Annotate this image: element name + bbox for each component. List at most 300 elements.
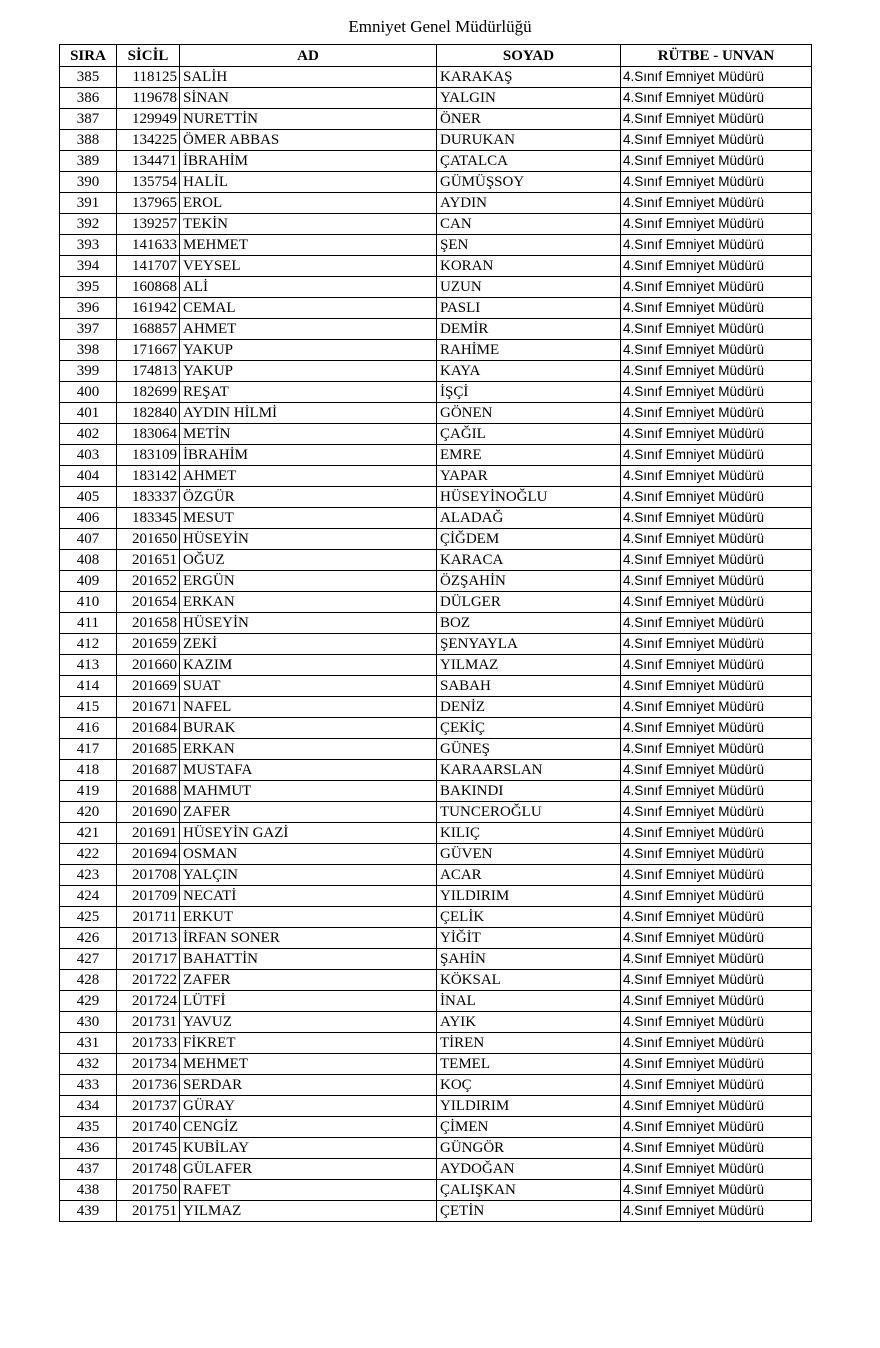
sicil-cell: 201694: [117, 844, 180, 865]
sira-cell: 417: [60, 739, 117, 760]
sira-cell: 398: [60, 340, 117, 361]
ad-cell: OSMAN: [180, 844, 437, 865]
sicil-cell: 168857: [117, 319, 180, 340]
soyad-cell: AYIK: [437, 1012, 621, 1033]
table-row: [60, 949, 812, 970]
sicil-cell: 201711: [117, 907, 180, 928]
ad-cell: AYDIN HİLMİ: [180, 403, 437, 424]
soyad-cell: KARAARSLAN: [437, 760, 621, 781]
sicil-cell: 201750: [117, 1180, 180, 1201]
sicil-cell: 201659: [117, 634, 180, 655]
header-soyad: SOYAD: [437, 45, 621, 67]
sicil-cell: 161942: [117, 298, 180, 319]
ad-cell: SİNAN: [180, 88, 437, 109]
sira-cell: 430: [60, 1012, 117, 1033]
table-row: [60, 277, 812, 298]
rutbe-unvan-cell: 4.Sınıf Emniyet Müdürü: [621, 256, 812, 277]
rutbe-unvan-cell: 4.Sınıf Emniyet Müdürü: [621, 109, 812, 130]
table-row: [60, 1201, 812, 1222]
table-row: [60, 865, 812, 886]
soyad-cell: KÖKSAL: [437, 970, 621, 991]
sira-cell: 396: [60, 298, 117, 319]
ad-cell: HÜSEYİN: [180, 613, 437, 634]
table-row: [60, 235, 812, 256]
soyad-cell: ŞAHİN: [437, 949, 621, 970]
ad-cell: GÜRAY: [180, 1096, 437, 1117]
soyad-cell: İŞÇİ: [437, 382, 621, 403]
sira-cell: 388: [60, 130, 117, 151]
ad-cell: İBRAHİM: [180, 151, 437, 172]
soyad-cell: DEMİR: [437, 319, 621, 340]
ad-cell: SUAT: [180, 676, 437, 697]
rutbe-unvan-cell: 4.Sınıf Emniyet Müdürü: [621, 1033, 812, 1054]
table-row: [60, 256, 812, 277]
rutbe-unvan-cell: 4.Sınıf Emniyet Müdürü: [621, 655, 812, 676]
table-row: [60, 739, 812, 760]
ad-cell: YAKUP: [180, 361, 437, 382]
personnel-table: [59, 44, 812, 1222]
sicil-cell: 201713: [117, 928, 180, 949]
table-row: [60, 508, 812, 529]
soyad-cell: DÜLGER: [437, 592, 621, 613]
soyad-cell: ÖZŞAHİN: [437, 571, 621, 592]
soyad-cell: DENİZ: [437, 697, 621, 718]
rutbe-unvan-cell: 4.Sınıf Emniyet Müdürü: [621, 508, 812, 529]
rutbe-unvan-cell: 4.Sınıf Emniyet Müdürü: [621, 424, 812, 445]
soyad-cell: BOZ: [437, 613, 621, 634]
ad-cell: KUBİLAY: [180, 1138, 437, 1159]
rutbe-unvan-cell: 4.Sınıf Emniyet Müdürü: [621, 193, 812, 214]
rutbe-unvan-cell: 4.Sınıf Emniyet Müdürü: [621, 319, 812, 340]
soyad-cell: KAYA: [437, 361, 621, 382]
table-row: [60, 550, 812, 571]
rutbe-unvan-cell: 4.Sınıf Emniyet Müdürü: [621, 823, 812, 844]
rutbe-unvan-cell: 4.Sınıf Emniyet Müdürü: [621, 970, 812, 991]
ad-cell: ZEKİ: [180, 634, 437, 655]
table-row: [60, 214, 812, 235]
sicil-cell: 201709: [117, 886, 180, 907]
sicil-cell: 201745: [117, 1138, 180, 1159]
sira-cell: 432: [60, 1054, 117, 1075]
ad-cell: CENGİZ: [180, 1117, 437, 1138]
sicil-cell: 201731: [117, 1012, 180, 1033]
ad-cell: VEYSEL: [180, 256, 437, 277]
ad-cell: MUSTAFA: [180, 760, 437, 781]
sicil-cell: 201654: [117, 592, 180, 613]
sira-cell: 437: [60, 1159, 117, 1180]
soyad-cell: ÇALIŞKAN: [437, 1180, 621, 1201]
rutbe-unvan-cell: 4.Sınıf Emniyet Müdürü: [621, 445, 812, 466]
sira-cell: 413: [60, 655, 117, 676]
sicil-cell: 182840: [117, 403, 180, 424]
ad-cell: AHMET: [180, 319, 437, 340]
ad-cell: NAFEL: [180, 697, 437, 718]
table-row: [60, 466, 812, 487]
soyad-cell: ALADAĞ: [437, 508, 621, 529]
rutbe-unvan-cell: 4.Sınıf Emniyet Müdürü: [621, 571, 812, 592]
rutbe-unvan-cell: 4.Sınıf Emniyet Müdürü: [621, 739, 812, 760]
table-row: [60, 88, 812, 109]
sicil-cell: 135754: [117, 172, 180, 193]
soyad-cell: ÇEKİÇ: [437, 718, 621, 739]
rutbe-unvan-cell: 4.Sınıf Emniyet Müdürü: [621, 235, 812, 256]
soyad-cell: RAHİME: [437, 340, 621, 361]
table-row: [60, 487, 812, 508]
ad-cell: YILMAZ: [180, 1201, 437, 1222]
soyad-cell: EMRE: [437, 445, 621, 466]
soyad-cell: ÇAĞIL: [437, 424, 621, 445]
sira-cell: 426: [60, 928, 117, 949]
ad-cell: MAHMUT: [180, 781, 437, 802]
sicil-cell: 201687: [117, 760, 180, 781]
ad-cell: SALİH: [180, 67, 437, 88]
soyad-cell: TUNCEROĞLU: [437, 802, 621, 823]
rutbe-unvan-cell: 4.Sınıf Emniyet Müdürü: [621, 592, 812, 613]
sicil-cell: 139257: [117, 214, 180, 235]
sicil-cell: 201650: [117, 529, 180, 550]
sicil-cell: 201685: [117, 739, 180, 760]
soyad-cell: CAN: [437, 214, 621, 235]
sicil-cell: 182699: [117, 382, 180, 403]
rutbe-unvan-cell: 4.Sınıf Emniyet Müdürü: [621, 781, 812, 802]
sira-cell: 419: [60, 781, 117, 802]
table-row: [60, 1117, 812, 1138]
soyad-cell: SABAH: [437, 676, 621, 697]
sira-cell: 385: [60, 67, 117, 88]
table-row: [60, 403, 812, 424]
sicil-cell: 201690: [117, 802, 180, 823]
sicil-cell: 201737: [117, 1096, 180, 1117]
soyad-cell: GÜMÜŞSOY: [437, 172, 621, 193]
table-row: [60, 361, 812, 382]
soyad-cell: İNAL: [437, 991, 621, 1012]
ad-cell: ERKAN: [180, 592, 437, 613]
header-ad: AD: [180, 45, 437, 67]
table-row: [60, 613, 812, 634]
soyad-cell: ÇİĞDEM: [437, 529, 621, 550]
rutbe-unvan-cell: 4.Sınıf Emniyet Müdürü: [621, 214, 812, 235]
sicil-cell: 183345: [117, 508, 180, 529]
sira-cell: 402: [60, 424, 117, 445]
rutbe-unvan-cell: 4.Sınıf Emniyet Müdürü: [621, 634, 812, 655]
ad-cell: MEHMET: [180, 235, 437, 256]
rutbe-unvan-cell: 4.Sınıf Emniyet Müdürü: [621, 676, 812, 697]
header-rutbe-unvan: RÜTBE - UNVAN: [621, 45, 812, 67]
soyad-cell: ŞEN: [437, 235, 621, 256]
sicil-cell: 174813: [117, 361, 180, 382]
table-row: [60, 592, 812, 613]
rutbe-unvan-cell: 4.Sınıf Emniyet Müdürü: [621, 361, 812, 382]
sira-cell: 434: [60, 1096, 117, 1117]
rutbe-unvan-cell: 4.Sınıf Emniyet Müdürü: [621, 1075, 812, 1096]
rutbe-unvan-cell: 4.Sınıf Emniyet Müdürü: [621, 88, 812, 109]
ad-cell: RAFET: [180, 1180, 437, 1201]
rutbe-unvan-cell: 4.Sınıf Emniyet Müdürü: [621, 1159, 812, 1180]
ad-cell: ÖMER ABBAS: [180, 130, 437, 151]
sicil-cell: 201684: [117, 718, 180, 739]
soyad-cell: ŞENYAYLA: [437, 634, 621, 655]
sira-cell: 418: [60, 760, 117, 781]
soyad-cell: YILDIRIM: [437, 886, 621, 907]
soyad-cell: GÜNEŞ: [437, 739, 621, 760]
ad-cell: HALİL: [180, 172, 437, 193]
sira-cell: 395: [60, 277, 117, 298]
sira-cell: 406: [60, 508, 117, 529]
sicil-cell: 201724: [117, 991, 180, 1012]
table-row: [60, 1054, 812, 1075]
rutbe-unvan-cell: 4.Sınıf Emniyet Müdürü: [621, 550, 812, 571]
rutbe-unvan-cell: 4.Sınıf Emniyet Müdürü: [621, 130, 812, 151]
table-row: [60, 1075, 812, 1096]
ad-cell: AHMET: [180, 466, 437, 487]
table-row: [60, 907, 812, 928]
sicil-cell: 201652: [117, 571, 180, 592]
ad-cell: TEKİN: [180, 214, 437, 235]
table-row: [60, 340, 812, 361]
rutbe-unvan-cell: 4.Sınıf Emniyet Müdürü: [621, 697, 812, 718]
sicil-cell: 201717: [117, 949, 180, 970]
header-sira: SIRA: [60, 45, 117, 67]
soyad-cell: ÇETİN: [437, 1201, 621, 1222]
sicil-cell: 201740: [117, 1117, 180, 1138]
soyad-cell: ÇELİK: [437, 907, 621, 928]
rutbe-unvan-cell: 4.Sınıf Emniyet Müdürü: [621, 1138, 812, 1159]
soyad-cell: YILDIRIM: [437, 1096, 621, 1117]
sicil-cell: 137965: [117, 193, 180, 214]
ad-cell: FİKRET: [180, 1033, 437, 1054]
sira-cell: 411: [60, 613, 117, 634]
rutbe-unvan-cell: 4.Sınıf Emniyet Müdürü: [621, 1180, 812, 1201]
soyad-cell: PASLI: [437, 298, 621, 319]
rutbe-unvan-cell: 4.Sınıf Emniyet Müdürü: [621, 340, 812, 361]
sicil-cell: 201660: [117, 655, 180, 676]
table-row: [60, 298, 812, 319]
sira-cell: 421: [60, 823, 117, 844]
sicil-cell: 183337: [117, 487, 180, 508]
ad-cell: OĞUZ: [180, 550, 437, 571]
soyad-cell: ACAR: [437, 865, 621, 886]
sira-cell: 420: [60, 802, 117, 823]
ad-cell: YAKUP: [180, 340, 437, 361]
sira-cell: 397: [60, 319, 117, 340]
sira-cell: 425: [60, 907, 117, 928]
soyad-cell: YALGIN: [437, 88, 621, 109]
rutbe-unvan-cell: 4.Sınıf Emniyet Müdürü: [621, 1096, 812, 1117]
sicil-cell: 129949: [117, 109, 180, 130]
table-row: [60, 1096, 812, 1117]
sira-cell: 427: [60, 949, 117, 970]
table-row: [60, 886, 812, 907]
soyad-cell: AYDIN: [437, 193, 621, 214]
table-row: [60, 802, 812, 823]
sira-cell: 394: [60, 256, 117, 277]
soyad-cell: DURUKAN: [437, 130, 621, 151]
sira-cell: 414: [60, 676, 117, 697]
soyad-cell: TİREN: [437, 1033, 621, 1054]
sicil-cell: 201751: [117, 1201, 180, 1222]
ad-cell: YALÇIN: [180, 865, 437, 886]
rutbe-unvan-cell: 4.Sınıf Emniyet Müdürü: [621, 613, 812, 634]
sira-cell: 409: [60, 571, 117, 592]
sira-cell: 433: [60, 1075, 117, 1096]
ad-cell: ÖZGÜR: [180, 487, 437, 508]
table-row: [60, 697, 812, 718]
rutbe-unvan-cell: 4.Sınıf Emniyet Müdürü: [621, 718, 812, 739]
sicil-cell: 201671: [117, 697, 180, 718]
ad-cell: YAVUZ: [180, 1012, 437, 1033]
sira-cell: 428: [60, 970, 117, 991]
table-row: [60, 928, 812, 949]
sira-cell: 405: [60, 487, 117, 508]
sicil-cell: 160868: [117, 277, 180, 298]
sicil-cell: 201669: [117, 676, 180, 697]
table-row: [60, 1138, 812, 1159]
sicil-cell: 119678: [117, 88, 180, 109]
ad-cell: LÜTFİ: [180, 991, 437, 1012]
table-row: [60, 634, 812, 655]
table-row: [60, 676, 812, 697]
page-title: Emniyet Genel Müdürlüğü: [348, 17, 532, 36]
rutbe-unvan-cell: 4.Sınıf Emniyet Müdürü: [621, 844, 812, 865]
soyad-cell: KORAN: [437, 256, 621, 277]
sira-cell: 392: [60, 214, 117, 235]
table-row: [60, 67, 812, 88]
sicil-cell: 183064: [117, 424, 180, 445]
table-row: [60, 823, 812, 844]
ad-cell: SERDAR: [180, 1075, 437, 1096]
sira-cell: 403: [60, 445, 117, 466]
sicil-cell: 201736: [117, 1075, 180, 1096]
sicil-cell: 201708: [117, 865, 180, 886]
ad-cell: İBRAHİM: [180, 445, 437, 466]
table-row: [60, 655, 812, 676]
table-header-row: [60, 45, 812, 67]
sicil-cell: 141707: [117, 256, 180, 277]
sira-cell: 438: [60, 1180, 117, 1201]
soyad-cell: KARACA: [437, 550, 621, 571]
sicil-cell: 134471: [117, 151, 180, 172]
soyad-cell: KARAKAŞ: [437, 67, 621, 88]
ad-cell: GÜLAFER: [180, 1159, 437, 1180]
rutbe-unvan-cell: 4.Sınıf Emniyet Müdürü: [621, 487, 812, 508]
ad-cell: BURAK: [180, 718, 437, 739]
sicil-cell: 201651: [117, 550, 180, 571]
table-row: [60, 718, 812, 739]
soyad-cell: ÇATALCA: [437, 151, 621, 172]
rutbe-unvan-cell: 4.Sınıf Emniyet Müdürü: [621, 949, 812, 970]
ad-cell: REŞAT: [180, 382, 437, 403]
table-row: [60, 382, 812, 403]
sicil-cell: 201722: [117, 970, 180, 991]
soyad-cell: GÖNEN: [437, 403, 621, 424]
rutbe-unvan-cell: 4.Sınıf Emniyet Müdürü: [621, 1054, 812, 1075]
rutbe-unvan-cell: 4.Sınıf Emniyet Müdürü: [621, 151, 812, 172]
sira-cell: 393: [60, 235, 117, 256]
sira-cell: 416: [60, 718, 117, 739]
sira-cell: 404: [60, 466, 117, 487]
sira-cell: 386: [60, 88, 117, 109]
soyad-cell: GÜVEN: [437, 844, 621, 865]
sira-cell: 408: [60, 550, 117, 571]
table-row: [60, 1159, 812, 1180]
sira-cell: 429: [60, 991, 117, 1012]
rutbe-unvan-cell: 4.Sınıf Emniyet Müdürü: [621, 928, 812, 949]
sicil-cell: 183109: [117, 445, 180, 466]
table-row: [60, 1180, 812, 1201]
rutbe-unvan-cell: 4.Sınıf Emniyet Müdürü: [621, 529, 812, 550]
soyad-cell: BAKINDI: [437, 781, 621, 802]
sira-cell: 389: [60, 151, 117, 172]
sicil-cell: 201733: [117, 1033, 180, 1054]
soyad-cell: AYDOĞAN: [437, 1159, 621, 1180]
table-row: [60, 760, 812, 781]
sira-cell: 424: [60, 886, 117, 907]
rutbe-unvan-cell: 4.Sınıf Emniyet Müdürü: [621, 67, 812, 88]
table-row: [60, 970, 812, 991]
sira-cell: 407: [60, 529, 117, 550]
ad-cell: ERKAN: [180, 739, 437, 760]
rutbe-unvan-cell: 4.Sınıf Emniyet Müdürü: [621, 382, 812, 403]
table-row: [60, 991, 812, 1012]
ad-cell: MEHMET: [180, 1054, 437, 1075]
ad-cell: METİN: [180, 424, 437, 445]
table-row: [60, 172, 812, 193]
soyad-cell: TEMEL: [437, 1054, 621, 1075]
ad-cell: ZAFER: [180, 970, 437, 991]
ad-cell: ZAFER: [180, 802, 437, 823]
rutbe-unvan-cell: 4.Sınıf Emniyet Müdürü: [621, 1012, 812, 1033]
soyad-cell: YILMAZ: [437, 655, 621, 676]
sicil-cell: 201734: [117, 1054, 180, 1075]
sira-cell: 387: [60, 109, 117, 130]
rutbe-unvan-cell: 4.Sınıf Emniyet Müdürü: [621, 466, 812, 487]
rutbe-unvan-cell: 4.Sınıf Emniyet Müdürü: [621, 403, 812, 424]
table-row: [60, 319, 812, 340]
sira-cell: 422: [60, 844, 117, 865]
table-row: [60, 844, 812, 865]
ad-cell: NECATİ: [180, 886, 437, 907]
sira-cell: 435: [60, 1117, 117, 1138]
rutbe-unvan-cell: 4.Sınıf Emniyet Müdürü: [621, 172, 812, 193]
sira-cell: 410: [60, 592, 117, 613]
rutbe-unvan-cell: 4.Sınıf Emniyet Müdürü: [621, 991, 812, 1012]
table-row: [60, 529, 812, 550]
rutbe-unvan-cell: 4.Sınıf Emniyet Müdürü: [621, 1201, 812, 1222]
sira-cell: 431: [60, 1033, 117, 1054]
sira-cell: 401: [60, 403, 117, 424]
sicil-cell: 201748: [117, 1159, 180, 1180]
ad-cell: HÜSEYİN GAZİ: [180, 823, 437, 844]
ad-cell: HÜSEYİN: [180, 529, 437, 550]
soyad-cell: UZUN: [437, 277, 621, 298]
ad-cell: CEMAL: [180, 298, 437, 319]
sicil-cell: 118125: [117, 67, 180, 88]
rutbe-unvan-cell: 4.Sınıf Emniyet Müdürü: [621, 298, 812, 319]
soyad-cell: KOÇ: [437, 1075, 621, 1096]
ad-cell: MESUT: [180, 508, 437, 529]
rutbe-unvan-cell: 4.Sınıf Emniyet Müdürü: [621, 907, 812, 928]
sicil-cell: 171667: [117, 340, 180, 361]
ad-cell: ALİ: [180, 277, 437, 298]
rutbe-unvan-cell: 4.Sınıf Emniyet Müdürü: [621, 865, 812, 886]
sira-cell: 423: [60, 865, 117, 886]
table-row: [60, 193, 812, 214]
rutbe-unvan-cell: 4.Sınıf Emniyet Müdürü: [621, 1117, 812, 1138]
soyad-cell: YAPAR: [437, 466, 621, 487]
rutbe-unvan-cell: 4.Sınıf Emniyet Müdürü: [621, 886, 812, 907]
sicil-cell: 201658: [117, 613, 180, 634]
rutbe-unvan-cell: 4.Sınıf Emniyet Müdürü: [621, 277, 812, 298]
